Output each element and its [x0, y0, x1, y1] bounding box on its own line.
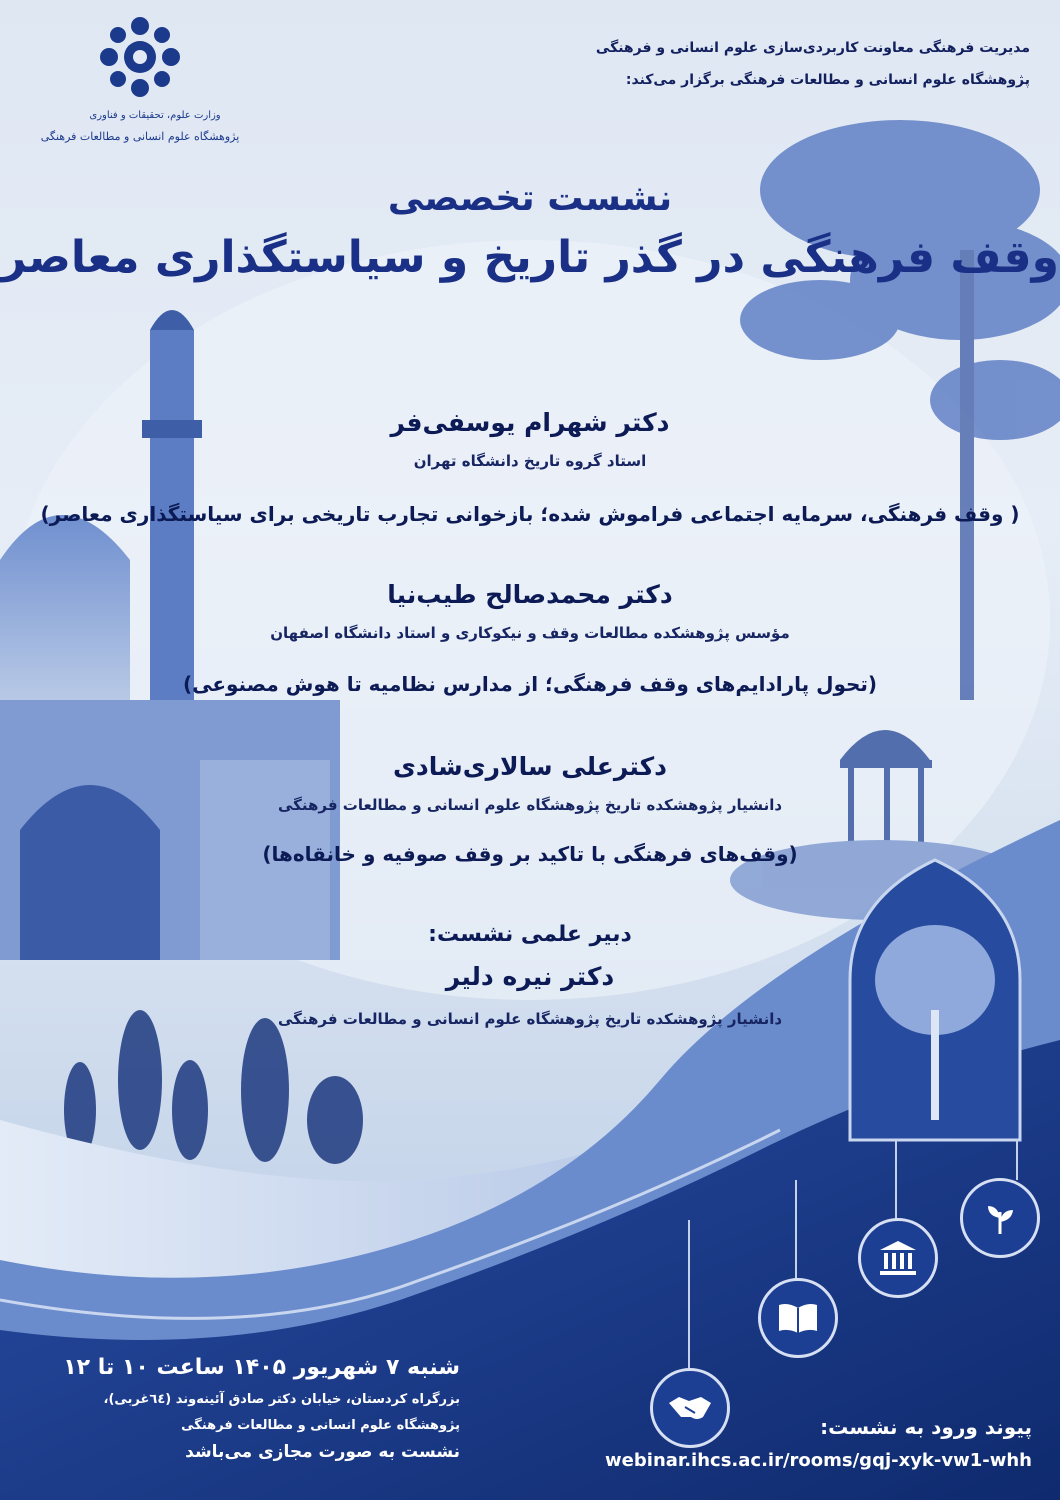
- handshake-icon: [650, 1368, 730, 1448]
- secretary-role: دانشیار پژوهشکده تاریخ پژوهشگاه علوم انسانی و مطالعات فرهنگی: [277, 1010, 783, 1028]
- speaker-2-topic: (تحول پارادایم‌های وقف فرهنگی؛ از مدارس نظامیه تا هوش مصنوعی): [182, 672, 878, 696]
- arch-tree-panel: [850, 860, 1020, 1140]
- webinar-link-url[interactable]: webinar.ihcs.ac.ir/rooms/gqj-xyk-vw1-whh: [605, 1450, 1032, 1471]
- institute-logo: [40, 12, 240, 152]
- speaker-3-topic: (وقف‌های فرهنگی با تاکید بر وقف صوفیه و خانقاه‌ها): [262, 842, 798, 866]
- organizer-line-2: پژوهشگاه علوم انسانی و مطالعات فرهنگی برگزار می‌کند:: [625, 72, 1030, 88]
- secretary-label: دبیر علمی نشست:: [428, 922, 632, 947]
- book-icon: [758, 1278, 838, 1358]
- speaker-1-role: استاد گروه تاریخ دانشگاه تهران: [413, 452, 647, 470]
- organizer-line-1: مدیریت فرهنگی معاونت کاربردی‌سازی علوم انسانی و فرهنگی: [595, 40, 1030, 56]
- speaker-3-role: دانشیار پژوهشکده تاریخ پژوهشگاه علوم انسانی و مطالعات فرهنگی: [277, 796, 783, 814]
- event-main-title: وقف فرهنگی در گذر تاریخ و سیاستگذاری معاصر: [1, 232, 1059, 283]
- icon-chain: [688, 1220, 690, 1370]
- secretary-name: دکتر نیره دلیر: [445, 962, 615, 991]
- logo-emblem-icon: [95, 12, 185, 102]
- speaker-3-name: دکترعلی سالاری‌شادی: [392, 752, 667, 781]
- event-datetime: شنبه ۷ شهریور ۱۴۰۵ ساعت ۱۰ تا ۱۲: [63, 1355, 460, 1380]
- speaker-1-topic: ( وقف فرهنگی، سرمایه اجتماعی فراموش شده؛ بازخوانی تجارب تاریخی برای سیاستگذاری معاصر): [40, 502, 1020, 526]
- speaker-2-name: دکتر محمدصالح طیب‌نیا: [387, 580, 673, 609]
- institution-icon: [858, 1218, 938, 1298]
- plant-icon: [960, 1178, 1040, 1258]
- logo-ministry-text: وزارت علوم، تحقیقات و فناوری: [89, 110, 221, 121]
- event-address-line-1: بزرگراه کردستان، خیابان دکتر صادق آئینه‌وند (٦٤غربی)،: [103, 1392, 460, 1407]
- icon-chain: [795, 1180, 797, 1280]
- webinar-link-label: پیوند ورود به نشست:: [820, 1415, 1032, 1439]
- event-type-title: نشست تخصصی: [387, 178, 673, 219]
- speaker-1-name: دکتر شهرام یوسفی‌فر: [390, 408, 670, 437]
- speaker-2-role: مؤسس پژوهشکده مطالعات وقف و نیکوکاری و استاد دانشگاه اصفهان: [270, 624, 790, 642]
- event-mode: نشست به صورت مجازی می‌باشد: [185, 1442, 460, 1462]
- icon-chain: [1016, 1140, 1018, 1180]
- icon-chain: [895, 1140, 897, 1220]
- event-address-line-2: پژوهشگاه علوم انسانی و مطالعات فرهنگی: [181, 1418, 460, 1433]
- logo-institute-text: پژوهشگاه علوم انسانی و مطالعات فرهنگی: [40, 130, 240, 143]
